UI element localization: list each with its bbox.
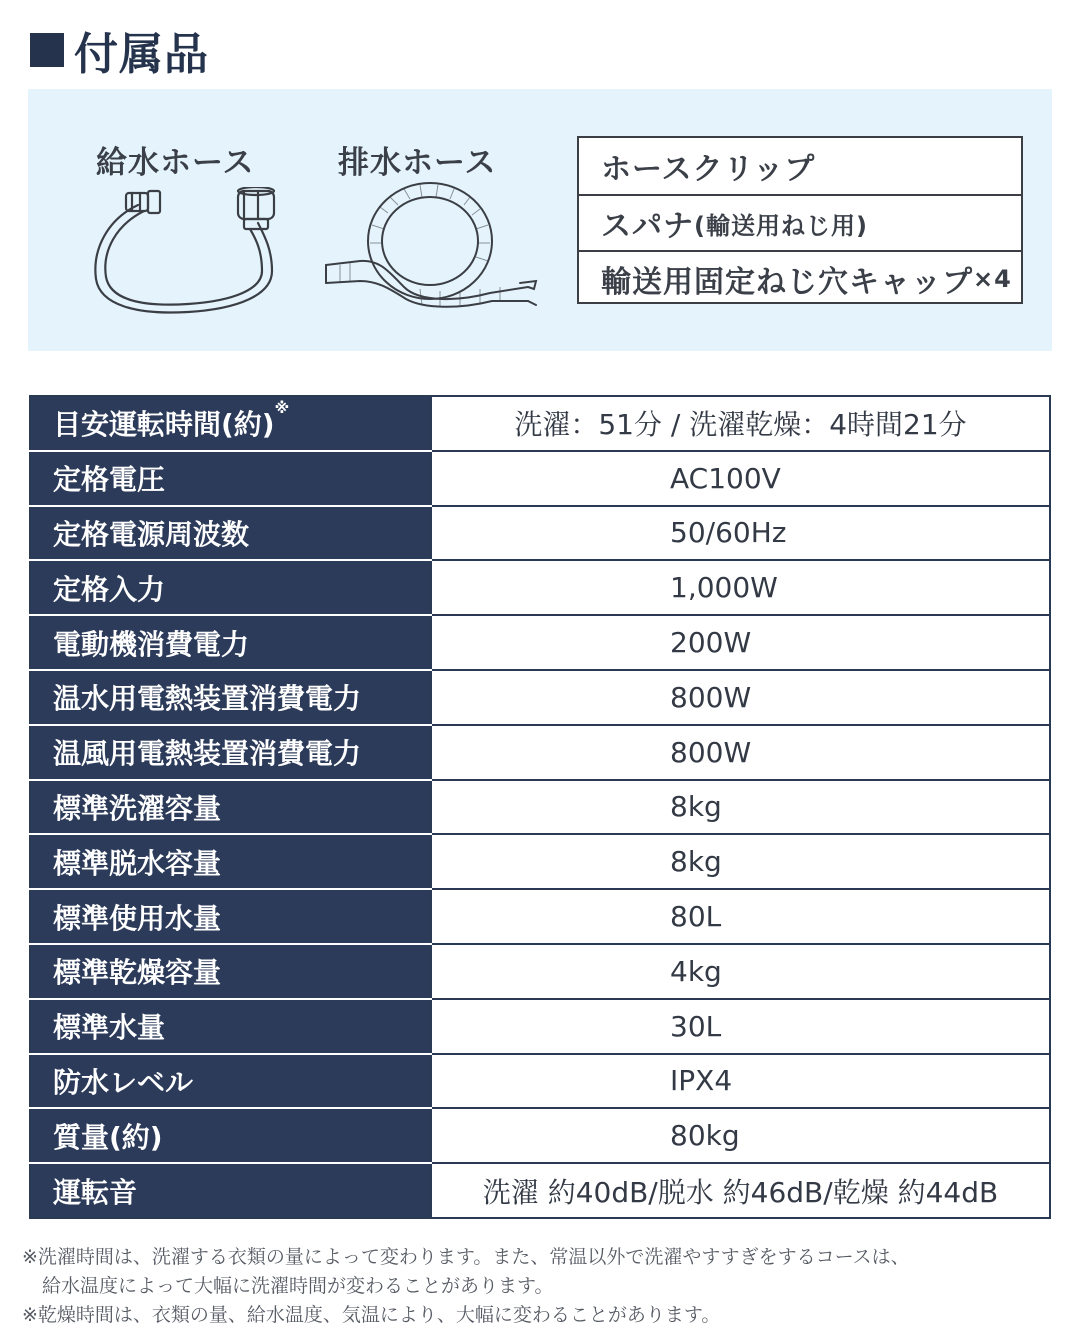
table-row [30, 780, 1050, 835]
spec-value: IPX4 [431, 1054, 1050, 1109]
drain-hose-illustration [320, 177, 540, 317]
spec-label: 標準洗濯容量 [30, 780, 431, 835]
spec-value: 80L [431, 889, 1050, 944]
table-row [30, 560, 1050, 615]
accessory-item-note: ×4 [973, 265, 1012, 293]
title-square-marker [30, 33, 64, 67]
spec-value: 800W [431, 725, 1050, 780]
spec-label: 定格電圧 [30, 451, 431, 506]
spec-value: 洗濯：51分 / 洗濯乾燥：4時間21分 [431, 396, 1050, 451]
spec-value: 4kg [431, 944, 1050, 999]
accessory-item-screw-cap [579, 250, 1021, 306]
water-supply-hose-illustration [88, 187, 288, 323]
drain-hose-label: 排水ホース [338, 145, 497, 181]
spec-value: AC100V [431, 451, 1050, 506]
spec-label: 定格電源周波数 [30, 506, 431, 561]
footnote-line: ※乾燥時間は、衣類の量、給水温度、気温により、大幅に変わることがあります。 [22, 1304, 721, 1326]
spec-value: 1,000W [431, 560, 1050, 615]
table-row [30, 725, 1050, 780]
footnote-line: 給水温度によって大幅に洗濯時間が変わることがあります。 [42, 1275, 554, 1297]
spec-label-text: 目安運転時間(約) [53, 408, 275, 442]
footnote-mark: ※ [274, 399, 290, 418]
accessory-item-label: スパナ [601, 209, 694, 244]
accessory-item-note: (輸送用ねじ用) [694, 211, 868, 240]
spec-label: 標準水量 [30, 999, 431, 1054]
spec-value: 8kg [431, 834, 1050, 889]
water-supply-hose-label: 給水ホース [96, 145, 255, 181]
spec-value: 80kg [431, 1108, 1050, 1163]
accessory-item-label: ホースクリップ [601, 152, 816, 187]
table-row [30, 506, 1050, 561]
spec-label: 防水レベル [30, 1054, 431, 1109]
footnote-line: ※洗濯時間は、洗濯する衣類の量によって変わります。また、常温以外で洗濯やすすぎをするコースは、 [22, 1246, 910, 1268]
spec-label: 標準乾燥容量 [30, 944, 431, 999]
spec-label: 定格入力 [30, 560, 431, 615]
table-row [30, 999, 1050, 1054]
spec-value: 200W [431, 615, 1050, 670]
spec-label [30, 396, 431, 451]
accessories-panel [28, 89, 1052, 351]
section-title-text: 付属品 [74, 29, 209, 80]
spec-value: 30L [431, 999, 1050, 1054]
spec-value: 800W [431, 670, 1050, 725]
spec-value: 50/60Hz [431, 506, 1050, 561]
section-title [30, 22, 209, 78]
table-row [30, 615, 1050, 670]
table-row [30, 451, 1050, 506]
spec-label: 標準脱水容量 [30, 834, 431, 889]
spec-label: 温風用電熱装置消費電力 [30, 725, 431, 780]
accessory-list [577, 136, 1023, 304]
spec-label: 運転音 [30, 1163, 431, 1218]
footnotes [22, 1243, 1062, 1330]
spec-label: 電動機消費電力 [30, 615, 431, 670]
accessory-item-hose-clip [579, 138, 1021, 194]
table-row [30, 944, 1050, 999]
accessory-item-label: 輸送用固定ねじ穴キャップ [601, 265, 973, 300]
table-row [30, 670, 1050, 725]
table-row [30, 1054, 1050, 1109]
table-row [30, 1108, 1050, 1163]
spec-label: 標準使用水量 [30, 889, 431, 944]
table-row [30, 1163, 1050, 1218]
table-row [30, 834, 1050, 889]
accessory-item-spanner [579, 194, 1021, 250]
spec-label: 質量(約) [30, 1108, 431, 1163]
table-row [30, 889, 1050, 944]
spec-label: 温水用電熱装置消費電力 [30, 670, 431, 725]
spec-value: 洗濯 約40dB/脱水 約46dB/乾燥 約44dB [431, 1163, 1050, 1218]
table-row [30, 396, 1050, 451]
spec-table [29, 395, 1051, 1219]
spec-value: 8kg [431, 780, 1050, 835]
